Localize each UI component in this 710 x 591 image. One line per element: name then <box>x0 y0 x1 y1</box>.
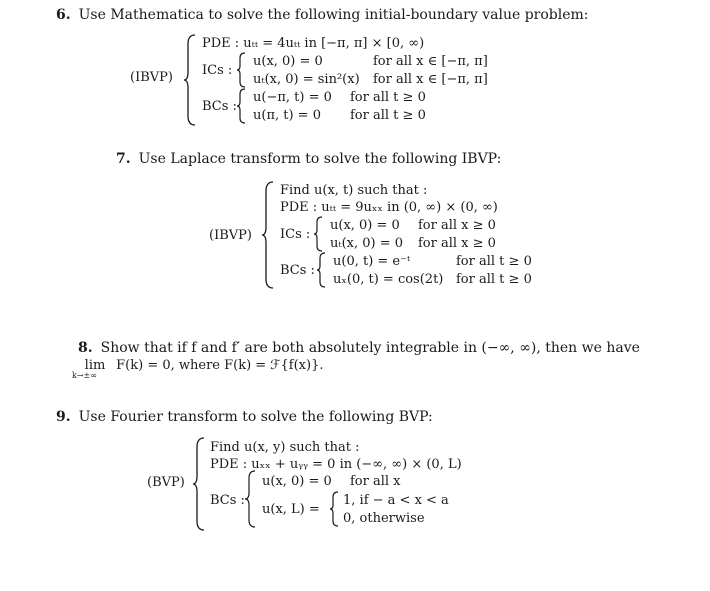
problem-9-tag: (BVP) <box>147 475 185 490</box>
problem-7-find: Find u(x, t) such that : <box>280 183 428 198</box>
problem-6-number: 6. <box>56 7 71 23</box>
problem-6-outer-brace <box>183 34 197 126</box>
problem-9-bcs-brace <box>244 470 256 528</box>
problem-7-bc1-eq: u(0, t) = e⁻ᵗ <box>333 254 411 269</box>
problem-9-case-2: 0, otherwise <box>343 511 425 526</box>
problem-6-statement <box>56 8 589 22</box>
problem-7-ic1-cond: for all x ≥ 0 <box>418 218 496 233</box>
problem-9-text: Use Fourier transform to solve the following BVP: <box>78 409 433 425</box>
problem-6-text: Use Mathematica to solve the following initial-boundary value problem: <box>78 7 589 23</box>
problem-6-bcs-label: BCs : <box>202 99 237 114</box>
problem-6-tag: (IBVP) <box>130 70 173 85</box>
problem-6-bcs-brace <box>236 88 246 124</box>
problem-8-number: 8. <box>78 340 93 356</box>
problem-8-lim: lim <box>84 358 106 373</box>
problem-9-number: 9. <box>56 409 71 425</box>
problem-9-find: Find u(x, y) such that : <box>210 440 360 455</box>
problem-7-bc1-cond: for all t ≥ 0 <box>456 254 532 269</box>
problem-8-lim-subscript: k→±∞ <box>72 371 97 380</box>
problem-7-ic2-cond: for all x ≥ 0 <box>418 236 496 251</box>
problem-7-statement <box>116 152 501 166</box>
problem-9-case-1: 1, if − a < x < a <box>343 493 449 508</box>
problem-6-bc1-eq: u(−π, t) = 0 <box>253 90 332 105</box>
problem-9-bc2-eq: u(x, L) = <box>262 502 320 517</box>
problem-8-text: Show that if f and f′ are both absolutely integrable in (−∞, ∞), then we have <box>100 340 640 356</box>
problem-7-tag: (IBVP) <box>209 228 252 243</box>
problem-9-statement <box>56 410 433 424</box>
problem-7-pde: PDE : uₜₜ = 9uₓₓ in (0, ∞) × (0, ∞) <box>280 200 498 215</box>
problem-9-pde: PDE : uₓₓ + uᵧᵧ = 0 in (−∞, ∞) × (0, L) <box>210 457 462 472</box>
problem-6-bc2-eq: u(π, t) = 0 <box>253 108 321 123</box>
problem-8-statement <box>78 341 640 355</box>
problem-9-outer-brace <box>192 437 206 531</box>
problem-7-ic2-eq: uₜ(x, 0) = 0 <box>330 236 404 251</box>
problem-6-ics-label: ICs : <box>202 63 233 78</box>
problem-9-bcs-label: BCs : <box>210 493 245 508</box>
problem-9-piecewise-brace <box>329 491 339 527</box>
problem-7-outer-brace <box>261 181 275 289</box>
problem-7-bc2-cond: for all t ≥ 0 <box>456 272 532 287</box>
problem-6-pde: PDE : uₜₜ = 4uₜₜ in [−π, π] × [0, ∞) <box>202 36 425 51</box>
problem-6-bc1-cond: for all t ≥ 0 <box>350 90 426 105</box>
problem-8-limit-line <box>72 358 324 380</box>
problem-8-limit-statement: F(k) = 0, where F(k) = ℱ{f(x)}. <box>116 358 324 373</box>
problem-7-ics-label: ICs : <box>280 227 311 242</box>
problem-7-text: Use Laplace transform to solve the following IBVP: <box>138 151 502 167</box>
problem-6-ic2-cond: for all x ∈ [−π, π] <box>373 72 488 87</box>
problem-7-bcs-label: BCs : <box>280 263 315 278</box>
problem-9-bc1-cond: for all x <box>350 474 401 489</box>
problem-7-bc2-eq: uₓ(0, t) = cos(2t) <box>333 272 444 287</box>
problem-6-ic1-cond: for all x ∈ [−π, π] <box>373 54 488 69</box>
problem-6-bc2-cond: for all t ≥ 0 <box>350 108 426 123</box>
problem-6-ic1-eq: u(x, 0) = 0 <box>253 54 323 69</box>
problem-6-ic2-eq: uₜ(x, 0) = sin²(x) <box>253 72 360 87</box>
problem-7-ic1-eq: u(x, 0) = 0 <box>330 218 400 233</box>
problem-7-ics-brace <box>313 216 323 252</box>
problem-7-number: 7. <box>116 151 131 167</box>
problem-6-ics-brace <box>236 52 246 88</box>
problem-7-bcs-brace <box>316 252 326 288</box>
problem-9-bc1-eq: u(x, 0) = 0 <box>262 474 332 489</box>
